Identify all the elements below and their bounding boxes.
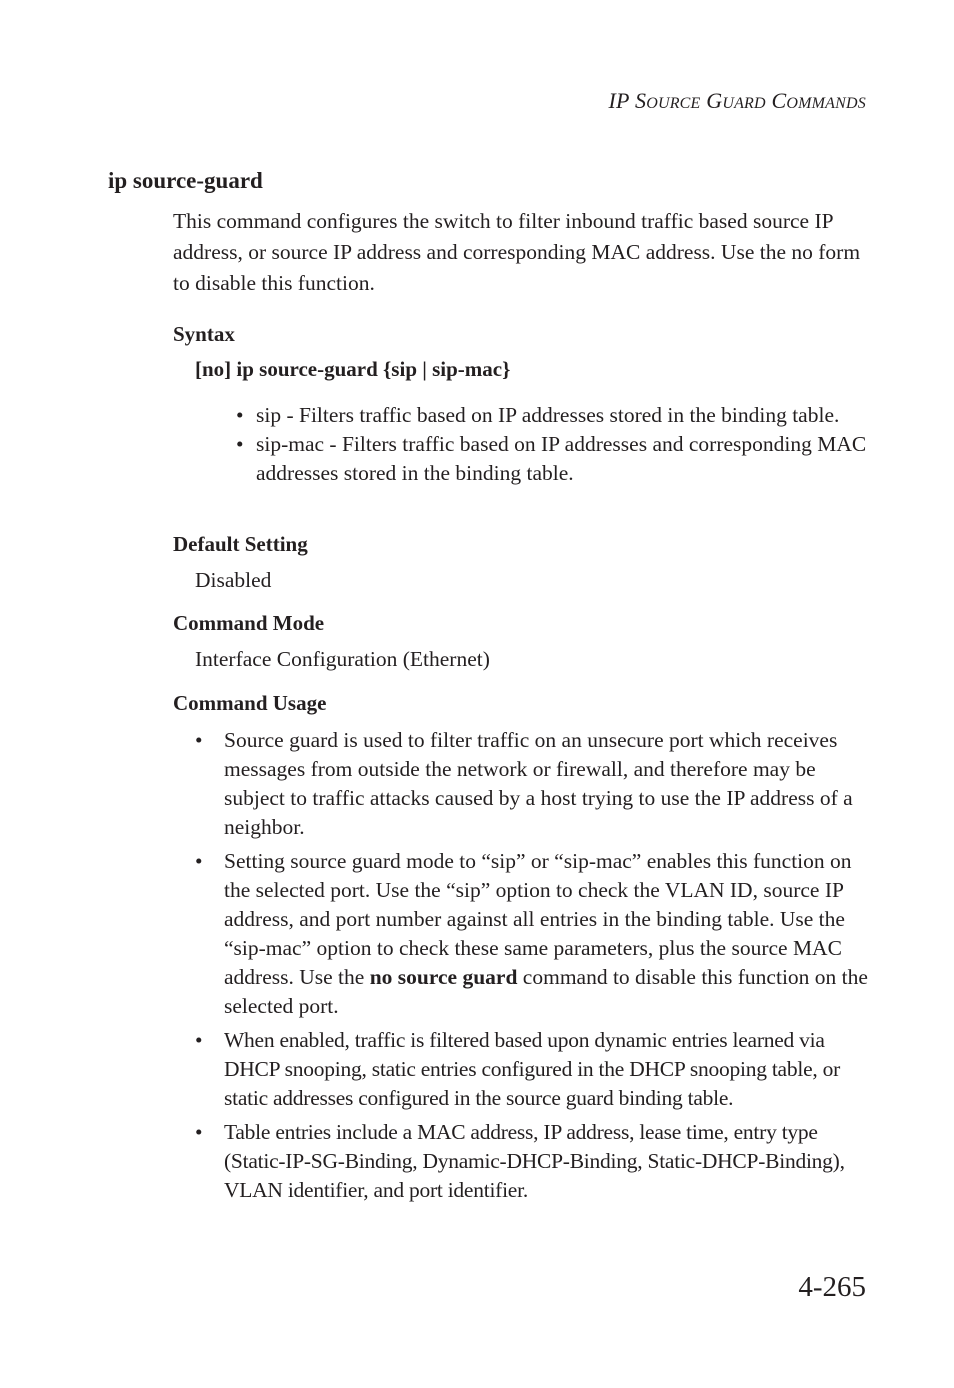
command-usage-heading: Command Usage [173,691,327,715]
list-item [195,847,875,1021]
parameter-list [236,401,876,488]
usage-text: When enabled, traffic is filtered based upon dynamic entries learned via DHCP snooping, static entries configured in the DHCP snooping table, or static addresses configured in the source guard binding table. [224,1028,841,1110]
bullet-icon: • [195,1028,203,1052]
bullet-icon: • [195,849,203,873]
parameter-description: sip-mac - Filters traffic based on IP addresses and corresponding MAC addresses stored in the binding table. [256,432,867,485]
syntax-line: [no] ip source-guard {sip | sip-mac} [195,357,511,381]
bullet-icon: • [195,728,203,752]
list-item [195,1118,875,1205]
command-mode-value: Interface Configuration (Ethernet) [195,647,490,671]
list-item [236,430,876,488]
list-item [195,1026,875,1113]
running-header-word: GUARD [706,88,766,113]
usage-text: Setting source guard mode to “sip” or “sip-mac” enables this function on the selected port. Use the “sip” option to check the VLAN ID, source IP address, and port number against all entries in the binding table. Use the “sip-mac” option to check these same parameters, plus the source MAC address. Use the no source guard command to disable this function on the selected port. [224,849,868,1018]
running-header-word: SOURCE [635,88,701,113]
running-header-word: COMMANDS [771,88,866,113]
page-number: 4-265 [798,1271,866,1303]
parameter-description: sip - Filters traffic based on IP addresses stored in the binding table. [256,403,840,427]
list-item [195,726,875,842]
usage-text: Source guard is used to filter traffic on an unsecure port which receives messages from outside the network or firewall, and therefore may be subject to traffic attacks caused by a host trying to use the IP address of a neighbor. [224,728,853,839]
inline-command: no source guard [369,965,518,989]
default-setting-value: Disabled [195,568,272,592]
running-header-word: IP [608,88,630,113]
command-title: ip source-guard [108,168,263,193]
list-item [236,401,876,430]
usage-text: Table entries include a MAC address, IP address, lease time, entry type (Static-IP-SG-Binding, Dynamic-DHCP-Binding, Static-DHCP-Binding), VLAN identifier, and port identifier. [224,1120,845,1202]
bullet-icon: • [236,432,244,456]
bullet-icon: • [236,403,244,427]
usage-list [195,726,875,1210]
command-description: This command configures the switch to filter inbound traffic based source IP address, or source IP address and corresponding MAC address. Use the no form to disable this function. [173,209,861,295]
command-mode-heading: Command Mode [173,611,325,635]
syntax-heading: Syntax [173,322,235,346]
running-header [609,88,866,114]
bullet-icon: • [195,1120,203,1144]
default-setting-heading: Default Setting [173,532,308,556]
